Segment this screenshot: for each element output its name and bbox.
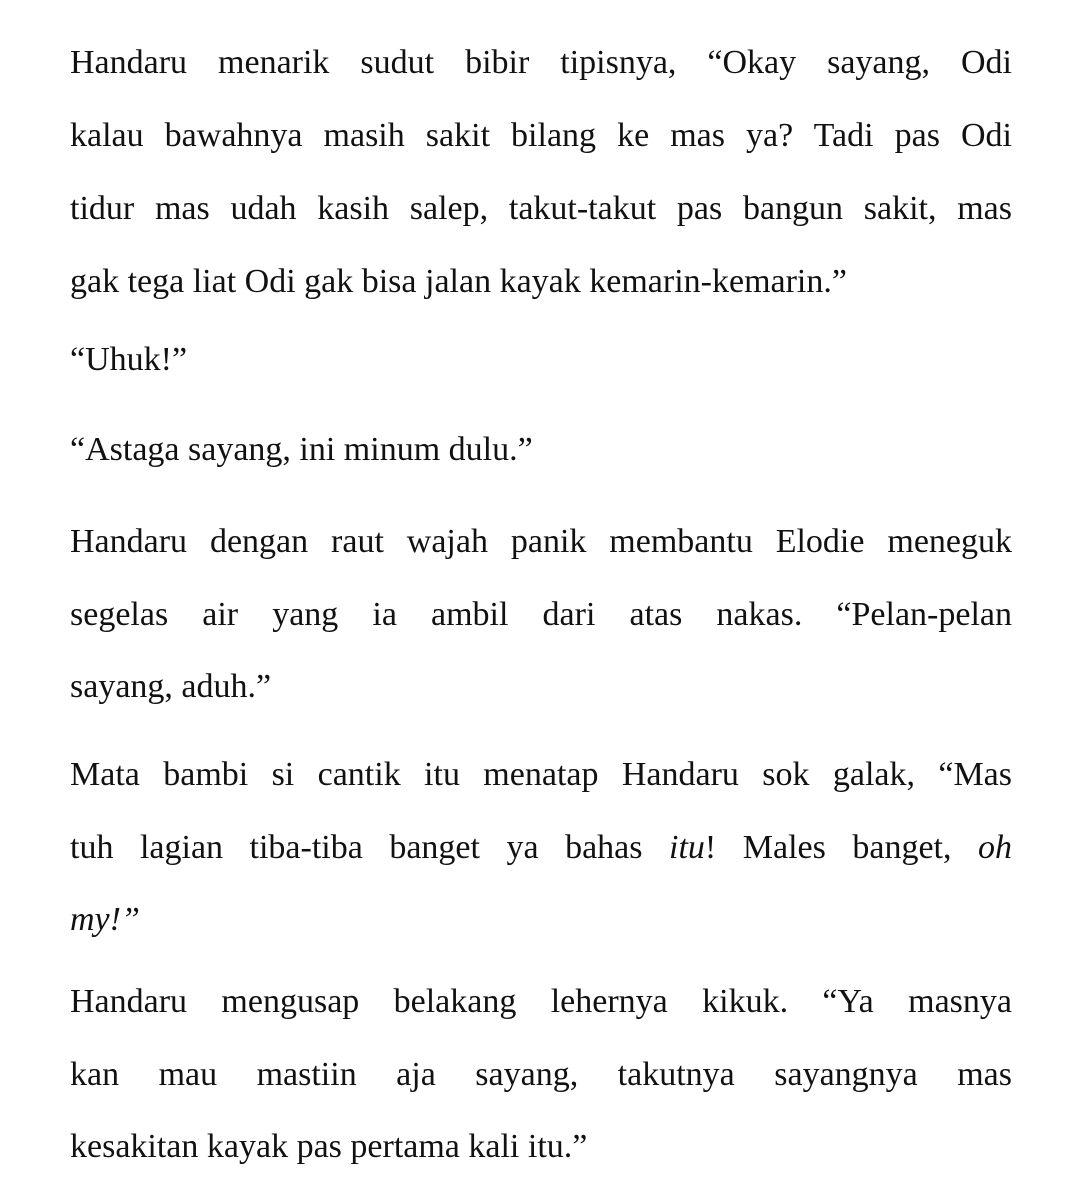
text-line-mixed bbox=[70, 829, 1012, 867]
paragraph-mata-bambi bbox=[70, 756, 1012, 939]
italic-text: oh bbox=[978, 829, 1012, 866]
text-line: kan mau mastiin aja sayang, takutnya sayangnya mas bbox=[70, 1056, 1012, 1093]
paragraph-handaru-neck bbox=[70, 983, 1012, 1166]
text-line: sayang, aduh.” bbox=[70, 668, 272, 705]
text-segment: ! Males banget, bbox=[704, 829, 978, 866]
text-line: Handaru dengan raut wajah panik membantu Elodie meneguk bbox=[70, 523, 1012, 560]
text-line: Handaru menarik sudut bibir tipisnya, “Okay sayang, Odi bbox=[70, 44, 1012, 81]
paragraph-uhuk bbox=[70, 341, 1012, 379]
italic-text: itu bbox=[669, 829, 705, 866]
text-line: Mata bambi si cantik itu menatap Handaru sok galak, “Mas bbox=[70, 756, 1012, 793]
text-line: segelas air yang ia ambil dari atas nakas. “Pelan-pelan bbox=[70, 596, 1012, 633]
text-line: “Astaga sayang, ini minum dulu.” bbox=[70, 431, 533, 468]
text-line: “Uhuk!” bbox=[70, 341, 188, 378]
text-line: tidur mas udah kasih salep, takut-takut pas bangun sakit, mas bbox=[70, 190, 1012, 227]
paragraph-astaga bbox=[70, 431, 1012, 469]
paragraph-handaru-smile bbox=[70, 44, 1012, 301]
text-line: kalau bawahnya masih sakit bilang ke mas ya? Tadi pas Odi bbox=[70, 117, 1012, 154]
italic-text-line: my!” bbox=[70, 901, 140, 938]
paragraph-handaru-panic bbox=[70, 523, 1012, 706]
text-line: Handaru mengusap belakang lehernya kikuk. “Ya masnya bbox=[70, 983, 1012, 1020]
text-line: kesakitan kayak pas pertama kali itu.” bbox=[70, 1128, 588, 1165]
text-segment: tuh lagian tiba-tiba banget ya bahas bbox=[70, 829, 670, 866]
text-line: gak tega liat Odi gak bisa jalan kayak kemarin-kemarin.” bbox=[70, 263, 847, 300]
